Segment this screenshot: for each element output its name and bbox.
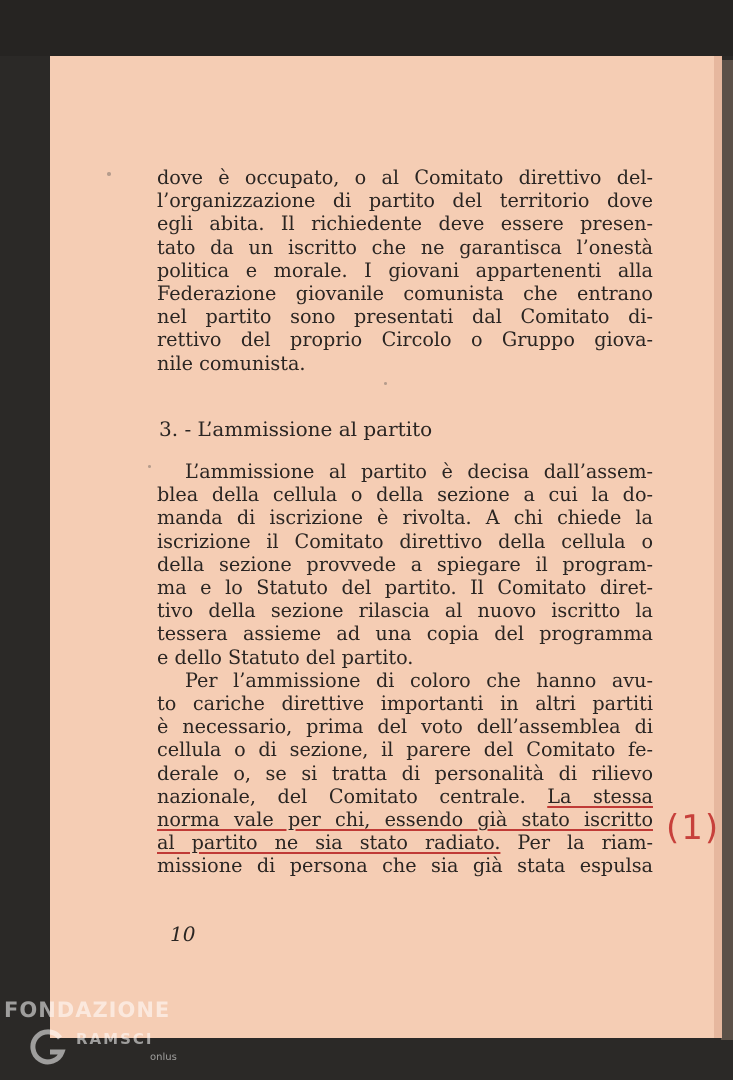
text-line: manda di iscrizione è rivolta. A chi chiede la — [157, 506, 653, 530]
text-line: è necessario, prima del voto dell’assemblea di — [157, 715, 653, 739]
text-line: cellula o di sezione, il parere del Comitato fe- — [157, 738, 653, 762]
text-line: e dello Statuto del partito. — [157, 645, 414, 669]
watermark-title: FONDAZIONE — [4, 998, 171, 1022]
text-line — [157, 785, 653, 808]
body-text — [157, 166, 653, 878]
scan-top-border — [0, 0, 733, 56]
text-line: ma e lo Statuto del partito. Il Comitato diret- — [157, 576, 653, 600]
text-line: politica e morale. I giovani appartenenti alla — [157, 258, 653, 282]
fondazione-gramsci-watermark — [4, 996, 194, 1076]
document-page — [50, 56, 722, 1038]
text-line: nile comunista. — [157, 351, 306, 375]
text-line: dove è occupato, o al Comitato direttivo del- — [157, 166, 653, 189]
text-segment: nazionale, del Comitato centrale. — [157, 784, 548, 808]
handwritten-annotation: (1) — [666, 808, 721, 848]
section-heading: 3. - L’ammissione al partito — [159, 416, 433, 441]
text-line: l’organizzazione di partito del territorio dove — [157, 189, 653, 213]
text-line: Per l’ammissione di coloro che hanno avu- — [185, 668, 653, 692]
watermark-subtitle: RAMSCI — [76, 1030, 154, 1048]
text-line: derale o, se si tratta di personalità di rilievo — [157, 761, 653, 785]
watermark-onlus: onlus — [150, 1052, 177, 1063]
text-line: della sezione provvede a spiegare il program- — [157, 552, 653, 576]
red-underlined-text: La stessa — [547, 784, 653, 808]
page-gutter-shadow — [714, 56, 722, 1038]
text-line: tessera assieme ad una copia del programma — [157, 622, 653, 646]
text-line: tato da un iscritto che ne garantisca l’onestà — [157, 235, 653, 259]
text-line: to cariche direttive importanti in altri partiti — [157, 692, 653, 716]
text-line: iscrizione il Comitato direttivo della cellula o — [157, 529, 653, 553]
text-line — [157, 831, 653, 854]
text-line: L’ammissione al partito è decisa dall’assem- — [185, 460, 653, 484]
paper-speck — [107, 172, 111, 176]
red-underlined-text: al partito ne sia stato radiato. — [157, 831, 501, 855]
text-line: blea della cellula o della sezione a cui la do- — [157, 483, 653, 507]
text-line — [157, 808, 653, 831]
scan-right-edge — [721, 60, 733, 1040]
page-number: 10 — [170, 922, 196, 946]
watermark-g-logo-icon — [28, 1026, 68, 1066]
text-line: egli abita. Il richiedente deve essere presen- — [157, 212, 653, 236]
text-line: rettivo del proprio Circolo o Gruppo giova- — [157, 328, 653, 352]
red-underlined-text: norma vale per chi, essendo già stato iscritto — [157, 808, 653, 832]
paper-speck — [148, 465, 151, 468]
text-line: Federazione giovanile comunista che entrano — [157, 282, 653, 306]
text-line: tivo della sezione rilascia al nuovo iscritto la — [157, 599, 653, 623]
text-line: missione di persona che sia già stata espulsa — [157, 854, 653, 878]
text-line: nel partito sono presentati dal Comitato di- — [157, 305, 653, 329]
text-segment: Per la riam- — [500, 831, 653, 855]
